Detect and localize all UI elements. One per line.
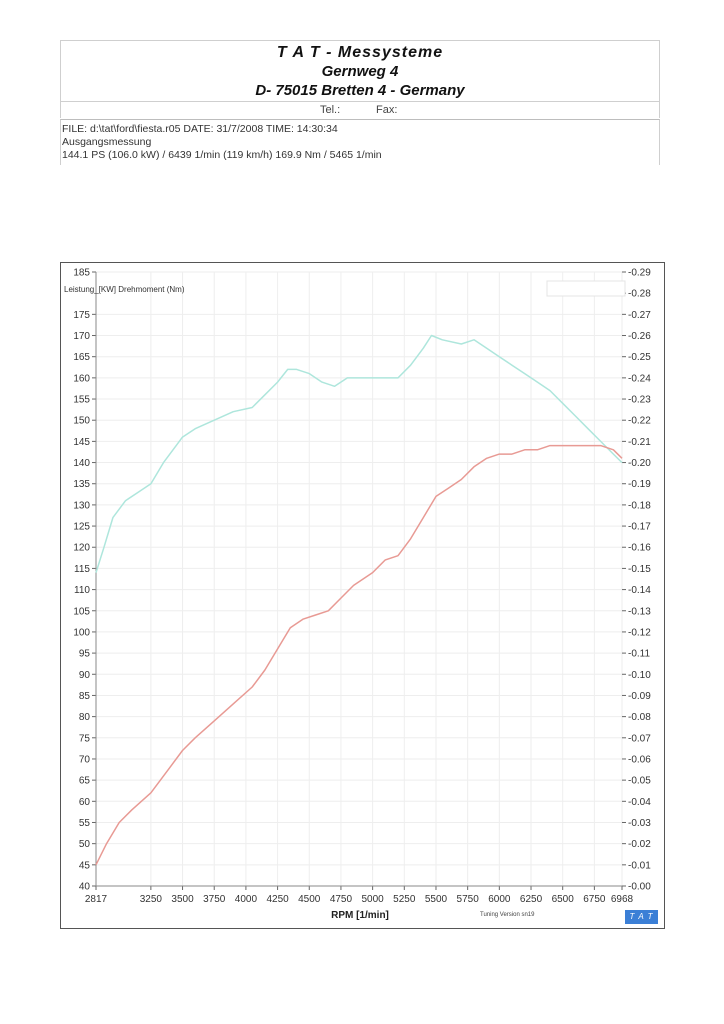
x-tick-label: 5750 — [456, 894, 479, 905]
x-tick-label: 6250 — [519, 894, 543, 905]
y2-tick-label: -0.03 — [628, 817, 651, 829]
y2-tick-label: -0.17 — [628, 521, 651, 533]
y2-tick-label: -0.09 — [628, 690, 651, 702]
y-tick-label: 50 — [78, 839, 90, 851]
x-tick-label: 6750 — [583, 894, 606, 905]
y-tick-label: 120 — [73, 542, 90, 554]
tel-label: Tel.: — [320, 104, 341, 116]
y2-tick-label: -0.26 — [628, 331, 651, 343]
y-tick-label: 105 — [73, 606, 90, 618]
company-street: Gernweg 4 — [321, 63, 399, 80]
company-city: D- 75015 Bretten 4 - Germany — [255, 82, 465, 99]
y-tick-label: 170 — [73, 331, 90, 343]
x-tick-label: 3750 — [203, 894, 226, 905]
y2-tick-label: -0.11 — [628, 648, 651, 660]
x-tick-label: 2817 — [84, 894, 108, 905]
y2-tick-label: -0.24 — [628, 373, 651, 385]
y-tick-label: 90 — [78, 669, 90, 681]
result-line: 144.1 PS (106.0 kW) / 6439 1/min (119 km/h) 169.9 Nm / 5465 1/min — [62, 149, 382, 161]
y2-tick-label: -0.00 — [628, 881, 651, 893]
y-tick-label: 150 — [73, 415, 90, 427]
y-tick-label: 145 — [73, 436, 90, 448]
y-tick-label: 40 — [78, 881, 90, 893]
x-tick-label: 6968 — [610, 894, 634, 905]
y-tick-label: 55 — [78, 817, 90, 829]
file-info-line: FILE: d:\tat\ford\fiesta.r05 DATE: 31/7/2008 TIME: 14:30:34 — [62, 123, 338, 135]
y2-tick-label: -0.15 — [628, 563, 651, 575]
tuning-version-label: Tuning Version sn19 — [480, 912, 535, 918]
y2-tick-label: -0.05 — [628, 775, 651, 787]
y-tick-label: 95 — [78, 648, 90, 660]
x-tick-label: 6000 — [488, 894, 511, 905]
y2-tick-label: -0.08 — [628, 712, 651, 724]
x-tick-label: 4000 — [234, 894, 258, 905]
x-tick-label: 4250 — [266, 894, 289, 905]
y2-tick-label: -0.21 — [628, 436, 651, 448]
y2-tick-label: -0.14 — [628, 585, 651, 597]
x-tick-label: 5250 — [393, 894, 416, 905]
y-tick-label: 60 — [78, 796, 90, 808]
y-tick-label: 45 — [78, 860, 90, 872]
x-tick-label: 4750 — [329, 894, 353, 905]
y2-tick-label: -0.16 — [628, 542, 651, 554]
measurement-info — [60, 119, 660, 165]
y2-tick-label: -0.02 — [628, 839, 651, 851]
dyno-chart-svg — [60, 262, 665, 929]
y-tick-label: 85 — [78, 690, 90, 702]
y-axis-label: Leistung_[KW] Drehmoment (Nm) — [64, 285, 185, 294]
y-tick-label: 130 — [73, 500, 90, 512]
y-tick-label: 155 — [73, 394, 90, 406]
y2-tick-label: -0.06 — [628, 754, 651, 766]
y-tick-label: 100 — [73, 627, 90, 639]
y-tick-label: 135 — [73, 479, 90, 491]
y2-tick-label: -0.01 — [628, 860, 651, 872]
dyno-chart — [60, 262, 665, 929]
y-tick-label: 165 — [73, 352, 90, 364]
y2-tick-label: -0.19 — [628, 479, 651, 491]
y2-tick-label: -0.13 — [628, 606, 651, 618]
legend-box — [547, 281, 625, 296]
x-tick-label: 5500 — [424, 894, 448, 905]
company-name: T A T - Messysteme — [276, 44, 444, 61]
y2-tick-label: -0.20 — [628, 458, 651, 470]
company-block — [61, 43, 659, 100]
y-tick-label: 110 — [74, 585, 90, 597]
y-tick-label: 185 — [73, 267, 90, 279]
x-tick-label: 3250 — [139, 894, 162, 905]
y2-tick-label: -0.27 — [628, 309, 651, 321]
x-tick-label: 5000 — [361, 894, 384, 905]
y-tick-label: 75 — [78, 733, 90, 745]
measure-label: Ausgangsmessung — [62, 136, 152, 148]
x-axis-label: RPM [1/min] — [331, 910, 389, 921]
y2-tick-label: -0.29 — [628, 267, 651, 279]
y-tick-label: 65 — [78, 775, 90, 787]
tat-logo: T A T — [625, 910, 658, 924]
y2-tick-label: -0.07 — [628, 733, 651, 745]
y-tick-label: 160 — [73, 373, 90, 385]
y-tick-label: 115 — [74, 563, 90, 575]
x-tick-label: 3500 — [171, 894, 194, 905]
y2-tick-label: -0.12 — [628, 627, 651, 639]
y2-tick-label: -0.04 — [628, 796, 651, 808]
y2-tick-label: -0.28 — [628, 288, 651, 300]
y-tick-label: 125 — [73, 521, 90, 533]
y-tick-label: 140 — [73, 458, 90, 470]
y2-tick-label: -0.10 — [628, 669, 651, 681]
x-tick-label: 4500 — [298, 894, 321, 905]
y2-tick-label: -0.18 — [628, 500, 651, 512]
x-tick-label: 6500 — [551, 894, 574, 905]
y-tick-label: 80 — [78, 712, 90, 724]
y2-tick-label: -0.23 — [628, 394, 651, 406]
y-tick-label: 175 — [73, 309, 90, 321]
y2-tick-label: -0.25 — [628, 352, 651, 364]
y-tick-label: 70 — [78, 754, 90, 766]
contact-row — [60, 101, 660, 120]
y2-tick-label: -0.22 — [628, 415, 651, 427]
fax-label: Fax: — [376, 104, 398, 116]
